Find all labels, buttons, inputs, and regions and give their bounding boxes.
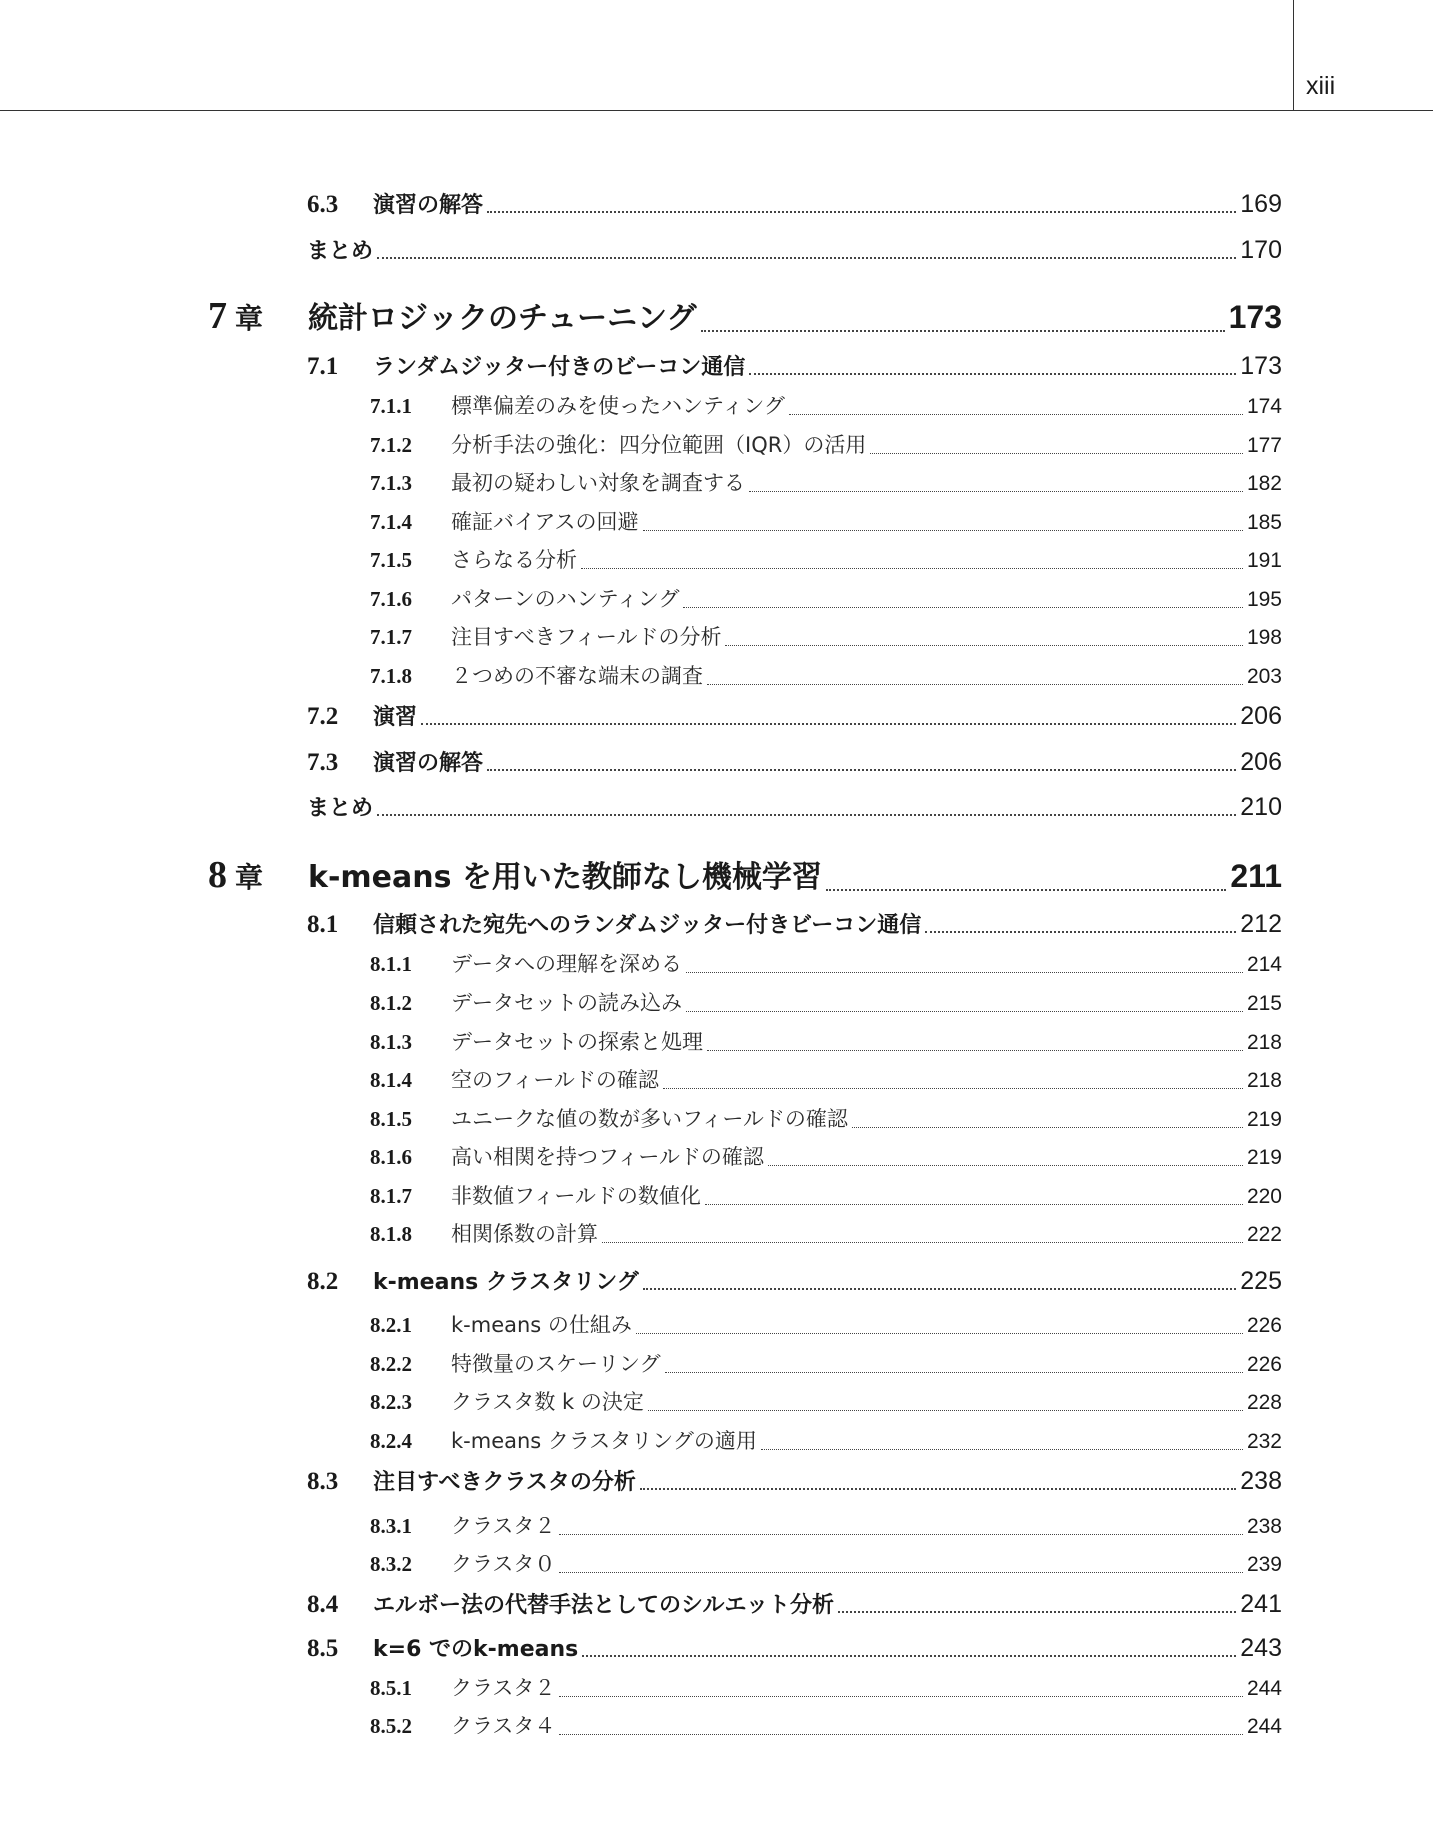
entry-page-number: 244 [1246,1715,1282,1738]
entry-page-number: 228 [1246,1391,1282,1414]
entry-number-value: 8.2.4 [370,1429,412,1453]
dot-leader [870,453,1243,454]
toc-entry-sub[interactable] [370,583,1282,613]
entry-title: 注目すべきフィールドの分析 [451,625,722,649]
entry-number-value: 8.1.7 [370,1184,412,1208]
entry-number [307,1468,373,1496]
dot-leader [665,1372,1243,1373]
chapter-suffix: 章 [235,302,264,335]
entry-number [307,191,373,219]
entry-number [370,1714,451,1739]
entry-number-value: 8.1.4 [370,1068,412,1092]
entry-title: 注目すべきクラスタの分析 [373,1470,636,1495]
entry-number-value: 8.2.1 [370,1313,412,1337]
entry-title: エルボー法の代替手法としてのシルエット分析 [373,1593,835,1618]
entry-number-value: 8.3 [307,1468,339,1495]
entry-title: ユニークな値の数が多いフィールドの確認 [451,1107,848,1131]
entry-number-value: 7.1.2 [370,433,412,457]
toc-entry-sec[interactable] [307,746,1282,777]
toc-entry-sec[interactable] [307,700,1282,731]
entry-number-value: 8.3.1 [370,1514,412,1538]
entry-title: パターンのハンティング [451,587,680,611]
dot-leader [749,491,1243,492]
entry-page-number: 218 [1246,1069,1282,1092]
dot-leader [705,1204,1243,1205]
entry-page-number: 214 [1246,953,1282,976]
entry-number [370,1552,451,1577]
toc-entry-sec[interactable] [307,1265,1282,1296]
entry-number [370,664,451,689]
entry-number-value: 8.1.1 [370,952,412,976]
entry-page-number: 238 [1240,1467,1282,1495]
entry-number-value: 8.1.2 [370,991,412,1015]
entry-title: クラスタ２ [451,1514,556,1538]
entry-title: 統計ロジックのチューニング [308,301,697,336]
entry-page-number: 239 [1246,1553,1282,1576]
entry-title: データセットの読み込み [451,991,682,1015]
dot-leader [725,645,1242,646]
entry-number [370,1352,451,1377]
entry-title: 特徴量のスケーリング [451,1352,661,1376]
dot-leader [768,1165,1243,1166]
entry-number-value: 8.1 [307,911,339,938]
entry-number-value: 7 [208,295,227,337]
entry-title: 演習の解答 [373,751,484,776]
toc-entry-sec[interactable] [307,350,1282,381]
toc-entry-sub[interactable] [370,1672,1282,1702]
dot-leader [789,414,1243,415]
entry-number [307,749,373,777]
entry-number [307,1591,373,1619]
entry-number-value: 7.1.1 [370,394,412,418]
dot-leader [648,1410,1243,1411]
entry-number [370,1145,451,1170]
entry-number-value: 8.5.2 [370,1714,412,1738]
toc-entry-sub[interactable] [370,948,1282,978]
toc-entry-sub[interactable] [370,1218,1282,1248]
dot-leader [377,257,1236,259]
toc-entry-sub[interactable] [370,1103,1282,1133]
header-rule [0,110,1433,111]
entry-page-number: 241 [1240,1590,1282,1618]
toc-entry-sub[interactable] [370,1386,1282,1416]
dot-leader [636,1333,1243,1334]
entry-page-number: 215 [1246,992,1282,1015]
entry-number-value: 8 [208,854,227,896]
toc-entry-sub[interactable] [370,390,1282,420]
dot-leader [602,1242,1243,1243]
entry-page-number: 243 [1240,1634,1282,1662]
entry-title: クラスタ２ [451,1676,556,1700]
toc-entry-sub[interactable] [370,544,1282,574]
entry-page-number: 212 [1240,910,1282,938]
entry-title: k-means を用いた教師なし機械学習 [308,860,822,895]
entry-page-number: 174 [1246,395,1282,418]
entry-number [307,911,373,939]
entry-title: 確証バイアスの回避 [451,510,639,534]
toc-entry-sub[interactable] [370,1180,1282,1210]
entry-title: 演習 [373,705,418,730]
entry-number-value: 7.1.6 [370,587,412,611]
entry-number [307,703,373,731]
entry-number [370,394,451,419]
entry-title: データへの理解を深める [451,952,682,976]
dot-leader [421,723,1236,725]
entry-number-value: 8.5 [307,1635,339,1662]
toc-entry-sub[interactable] [370,429,1282,459]
entry-number [370,1184,451,1209]
entry-number-value: 7.1.5 [370,548,412,572]
entry-page-number: 211 [1230,858,1282,894]
entry-number-value: 8.2.2 [370,1352,412,1376]
entry-page-number: 206 [1240,748,1282,776]
entry-number [370,952,451,977]
dot-leader [582,1655,1236,1657]
dot-leader [749,373,1236,375]
entry-number [370,1068,451,1093]
entry-page-number: 210 [1240,793,1282,821]
toc-entry-chap[interactable] [208,852,1282,897]
toc-entry-sub[interactable] [370,1548,1282,1578]
entry-number-value: 8.1.5 [370,1107,412,1131]
toc-entry-sub[interactable] [370,1510,1282,1540]
entry-page-number: 219 [1246,1146,1282,1169]
entry-page-number: 206 [1240,702,1282,730]
dot-leader [826,889,1226,891]
toc-entry-sec[interactable] [307,234,1282,265]
entry-page-number: 182 [1246,472,1282,495]
entry-number-value: 7.1.8 [370,664,412,688]
dot-leader [487,769,1236,771]
entry-title: 相関係数の計算 [451,1222,598,1246]
dot-leader [643,1288,1237,1290]
entry-number [370,548,451,573]
entry-page-number: 173 [1240,352,1282,380]
entry-number [370,1429,451,1454]
entry-page-number: 195 [1246,588,1282,611]
dot-leader [581,568,1243,569]
entry-number-value: 8.1.8 [370,1222,412,1246]
entry-number-value: 7.1.4 [370,510,412,534]
entry-number-value: 8.5.1 [370,1676,412,1700]
toc-entry-sub[interactable] [370,506,1282,536]
toc-entry-sub[interactable] [370,1064,1282,1094]
entry-page-number: 226 [1246,1314,1282,1337]
dot-leader [707,1050,1243,1051]
toc-entry-sub[interactable] [370,1425,1282,1455]
toc-entry-sec[interactable] [307,791,1282,822]
entry-number [208,853,308,897]
toc-entry-sec[interactable] [307,908,1282,939]
page-number: xiii [1306,72,1336,100]
entry-page-number: 232 [1246,1430,1282,1453]
entry-page-number: 222 [1246,1223,1282,1246]
entry-page-number: 203 [1246,665,1282,688]
entry-title: さらなる分析 [451,548,577,572]
entry-title: 高い相関を持つフィールドの確認 [451,1145,764,1169]
entry-number-value: 6.3 [307,191,339,218]
toc-entry-chap[interactable] [208,293,1282,338]
entry-number-value: 8.3.2 [370,1552,412,1576]
entry-number [370,1313,451,1338]
dot-leader [559,1572,1243,1573]
entry-number-value: 7.1 [307,353,339,380]
entry-title: k-means クラスタリングの適用 [451,1429,757,1453]
entry-title: 標準偏差のみを使ったハンティング [451,394,785,418]
toc-entry-sub[interactable] [370,621,1282,651]
entry-number-value: 8.2.3 [370,1390,412,1414]
entry-number [370,1390,451,1415]
entry-number [370,1676,451,1701]
entry-title: データセットの探索と処理 [451,1030,703,1054]
dot-leader [686,972,1243,973]
entry-title: k-means の仕組み [451,1313,632,1337]
toc-entry-sec[interactable] [307,1632,1282,1663]
toc-entry-sub[interactable] [370,1710,1282,1740]
entry-title: まとめ [307,239,374,264]
entry-title: 最初の疑わしい対象を調査する [451,471,745,495]
entry-number [370,471,451,496]
entry-number [370,1222,451,1247]
entry-title: 演習の解答 [373,193,484,218]
entry-page-number: 177 [1246,434,1282,457]
dot-leader [487,211,1236,213]
dot-leader [640,1488,1236,1490]
dot-leader [852,1127,1243,1128]
dot-leader [838,1611,1236,1613]
entry-number [370,433,451,458]
entry-number [370,1030,451,1055]
entry-number-value: 8.4 [307,1591,339,1618]
entry-page-number: 225 [1240,1267,1282,1295]
entry-number-value: 7.1.3 [370,471,412,495]
entry-title: クラスタ４ [451,1714,556,1738]
entry-number [307,1268,373,1296]
header-vertical-rule [1293,0,1294,110]
toc-entry-sec[interactable] [307,188,1282,219]
entry-page-number: 219 [1246,1108,1282,1131]
toc-entry-sub[interactable] [370,660,1282,690]
dot-leader [643,530,1243,531]
dot-leader [761,1449,1243,1450]
entry-number [307,1635,373,1663]
entry-page-number: 226 [1246,1353,1282,1376]
entry-page-number: 238 [1246,1515,1282,1538]
entry-title: 空のフィールドの確認 [451,1068,659,1092]
entry-number [370,1514,451,1539]
entry-title: ランダムジッター付きのビーコン通信 [373,355,746,380]
entry-title: まとめ [307,796,374,821]
entry-number [307,353,373,381]
entry-title: 分析手法の強化：四分位範囲（IQR）の活用 [451,433,867,457]
toc-entry-sub[interactable] [370,1141,1282,1171]
dot-leader [663,1088,1243,1089]
entry-page-number: 191 [1246,549,1282,572]
entry-number-value: 7.2 [307,703,339,730]
entry-number [208,294,308,338]
entry-page-number: 169 [1240,190,1282,218]
entry-title: 非数値フィールドの数値化 [451,1184,701,1208]
entry-number [370,587,451,612]
entry-title: k=6 でのk-means [373,1637,579,1662]
entry-title: 信頼された宛先へのランダムジッター付きビーコン通信 [373,913,922,938]
dot-leader [559,1734,1243,1735]
entry-number [370,1107,451,1132]
entry-number-value: 7.1.7 [370,625,412,649]
dot-leader [925,931,1236,933]
entry-page-number: 244 [1246,1677,1282,1700]
dot-leader [707,684,1243,685]
entry-page-number: 198 [1246,626,1282,649]
toc-entry-sub[interactable] [370,467,1282,497]
entry-title: k-means クラスタリング [373,1270,639,1295]
entry-number [370,991,451,1016]
toc-entry-sec[interactable] [307,1588,1282,1619]
entry-page-number: 170 [1240,236,1282,264]
toc-entry-sub[interactable] [370,1348,1282,1378]
entry-page-number: 185 [1246,511,1282,534]
dot-leader [683,607,1242,608]
entry-number-value: 8.1.3 [370,1030,412,1054]
entry-title: クラスタ数 k の決定 [451,1390,644,1414]
chapter-suffix: 章 [235,861,264,894]
entry-page-number: 220 [1246,1185,1282,1208]
toc-entry-sub[interactable] [370,987,1282,1017]
entry-number [370,625,451,650]
entry-page-number: 173 [1228,299,1282,335]
entry-number-value: 8.1.6 [370,1145,412,1169]
entry-title: クラスタ０ [451,1552,556,1576]
toc-entry-sec[interactable] [307,1465,1282,1496]
entry-page-number: 218 [1246,1031,1282,1054]
dot-leader [701,330,1225,332]
entry-number-value: 8.2 [307,1268,339,1295]
dot-leader [686,1011,1243,1012]
entry-number-value: 7.3 [307,749,339,776]
entry-title: ２つめの不審な端末の調査 [451,664,703,688]
dot-leader [559,1534,1243,1535]
dot-leader [559,1696,1243,1697]
dot-leader [377,814,1236,816]
toc-entry-sub[interactable] [370,1309,1282,1339]
toc-entry-sub[interactable] [370,1026,1282,1056]
entry-number [370,510,451,535]
